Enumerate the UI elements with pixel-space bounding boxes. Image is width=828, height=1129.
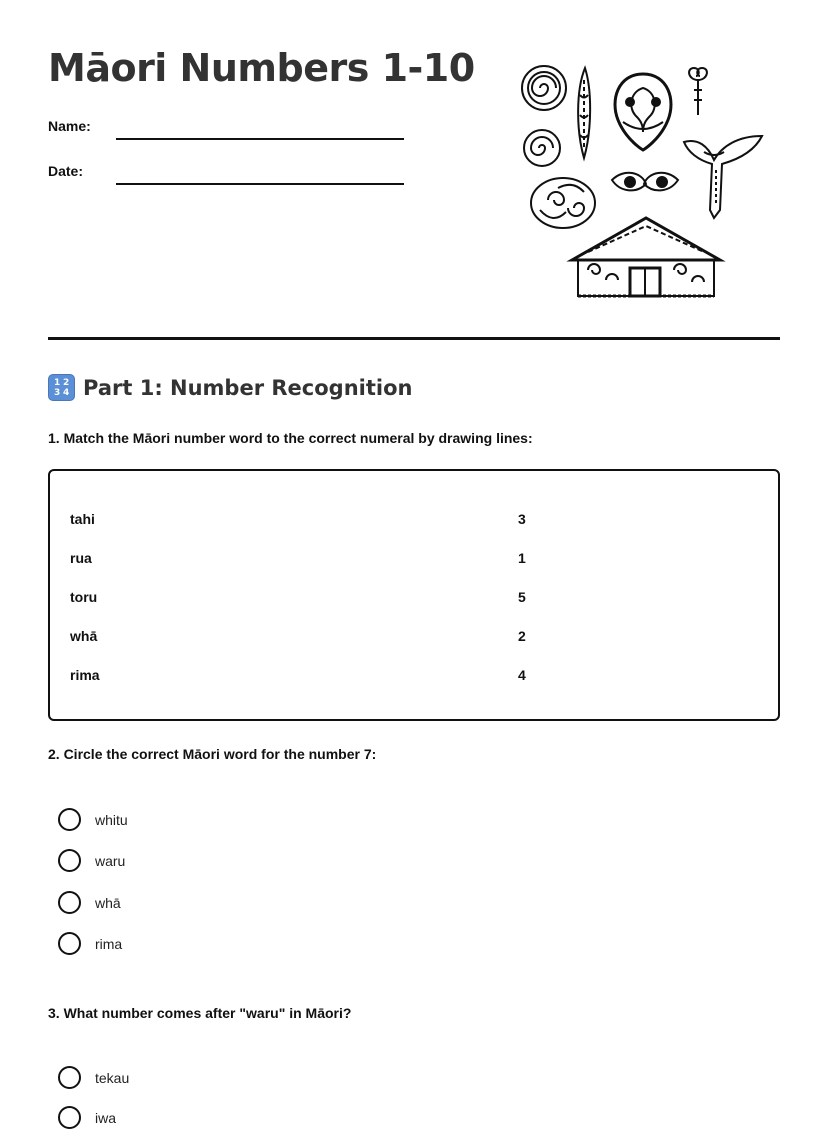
- match-word[interactable]: whā: [70, 628, 98, 644]
- option-label: tekau: [95, 1069, 130, 1086]
- icon-digit: 3: [54, 388, 61, 398]
- carved-disc-icon: [531, 178, 595, 228]
- name-label: Name:: [48, 118, 91, 134]
- icon-digit: 4: [63, 388, 70, 398]
- match-word[interactable]: rima: [70, 667, 100, 683]
- koru-spiral-icon: [522, 66, 566, 110]
- fern-frond-icon: [689, 68, 707, 115]
- option-label: waru: [95, 852, 126, 869]
- match-numeral[interactable]: 5: [518, 589, 526, 605]
- carved-pendant-icon: [615, 74, 671, 150]
- input-numbers-icon: [48, 374, 75, 401]
- maori-motifs-illustration: [518, 60, 766, 302]
- match-numeral[interactable]: 2: [518, 628, 526, 644]
- date-label: Date:: [48, 163, 84, 179]
- question-1-prompt: 1. Match the Māori number word to the correct numeral by drawing lines:: [48, 430, 533, 446]
- match-word[interactable]: rua: [70, 550, 92, 566]
- carved-blade-icon: [578, 68, 590, 158]
- option-label: whā: [95, 894, 121, 911]
- match-word[interactable]: toru: [70, 589, 98, 605]
- carved-eyes-icon: [612, 173, 678, 191]
- question-3-prompt: 3. What number comes after "waru" in Māori?: [48, 1005, 352, 1021]
- matching-box: [48, 469, 780, 721]
- answer-option[interactable]: [58, 932, 122, 955]
- radio-circle-icon[interactable]: [58, 1066, 81, 1089]
- answer-option[interactable]: [58, 891, 121, 914]
- icon-digit: 1: [54, 378, 61, 388]
- option-label: whitu: [95, 811, 128, 828]
- whale-tail-icon: [684, 136, 762, 218]
- match-word[interactable]: tahi: [70, 511, 95, 527]
- match-numeral[interactable]: 3: [518, 511, 526, 527]
- radio-circle-icon[interactable]: [58, 849, 81, 872]
- icon-digit: 2: [63, 378, 70, 388]
- match-numeral[interactable]: 1: [518, 550, 526, 566]
- section-divider: [48, 337, 780, 340]
- answer-option[interactable]: [58, 1066, 129, 1089]
- radio-circle-icon[interactable]: [58, 891, 81, 914]
- section-title: Part 1: Number Recognition: [83, 375, 413, 400]
- option-label: rima: [95, 935, 123, 952]
- small-spiral-icon: [524, 130, 560, 166]
- date-line[interactable]: [116, 183, 404, 185]
- answer-option[interactable]: [58, 808, 128, 831]
- name-line[interactable]: [116, 138, 404, 140]
- radio-circle-icon[interactable]: [58, 808, 81, 831]
- answer-option[interactable]: [58, 849, 125, 872]
- meeting-house-icon: [572, 218, 720, 296]
- radio-circle-icon[interactable]: [58, 932, 81, 955]
- match-numeral[interactable]: 4: [518, 667, 526, 683]
- question-2-prompt: 2. Circle the correct Māori word for the number 7:: [48, 746, 377, 762]
- section-heading: [48, 374, 412, 401]
- page-title: Māori Numbers 1-10: [48, 46, 475, 90]
- option-label: iwa: [95, 1109, 117, 1126]
